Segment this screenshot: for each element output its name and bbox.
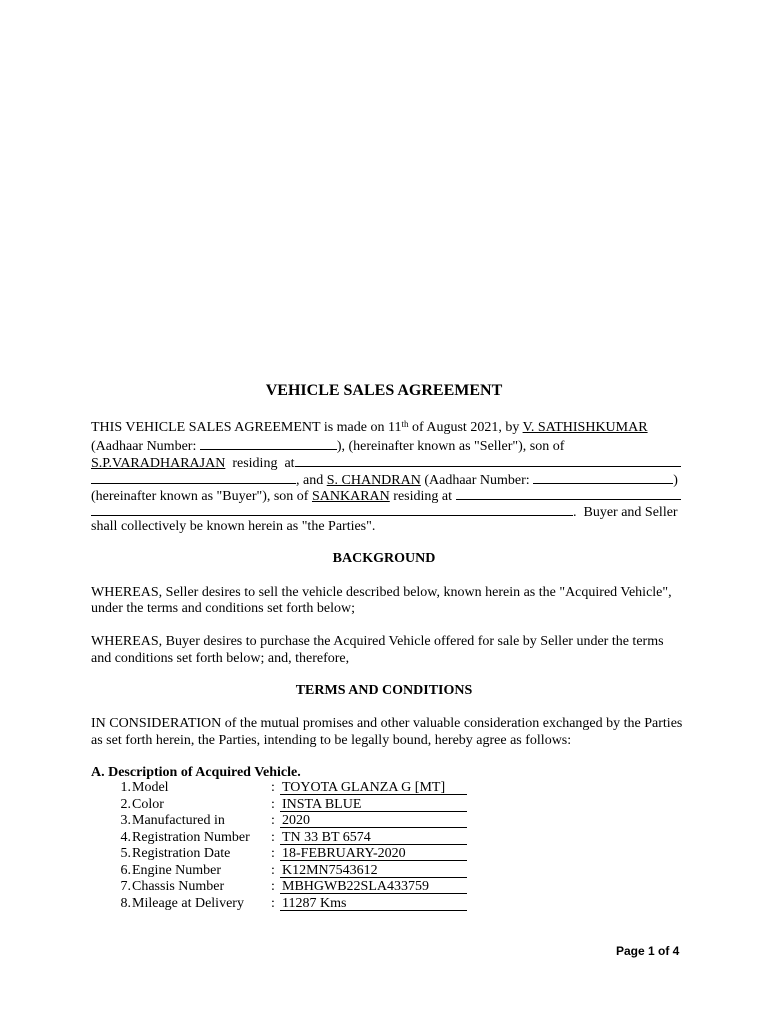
intro-text: residing at (225, 456, 295, 471)
intro-text: , and (296, 473, 327, 488)
list-item (91, 797, 511, 814)
item-colon: : (271, 780, 275, 795)
list-item (91, 896, 511, 913)
intro-line-7: shall collectively be known herein as "the Parties". (91, 519, 376, 534)
item-label: Registration Number (132, 829, 250, 845)
list-item (91, 813, 511, 830)
seller-father-name: S.P.VARADHARAJAN (91, 456, 226, 471)
background-heading: BACKGROUND (332, 551, 436, 566)
item-number: 8. (120, 895, 131, 911)
seller-address-blank-2 (91, 470, 296, 484)
ordinal-suffix: th (401, 419, 409, 429)
item-value: TN 33 BT 6574 (280, 830, 467, 845)
seller-address-blank (295, 453, 681, 467)
terms-p1-line-1: IN CONSIDERATION of the mutual promises and other valuable consideration exchanged by the Parties (91, 716, 683, 731)
vehicle-description-list (91, 780, 511, 912)
buyer-name: S. CHANDRAN (326, 473, 421, 488)
item-label: Chassis Number (132, 879, 225, 894)
item-number: 3. (120, 813, 131, 828)
item-number: 1. (120, 780, 131, 795)
seller-aadhaar-blank (200, 436, 337, 450)
intro-text: (Aadhaar Number: (91, 439, 200, 454)
list-item (91, 780, 511, 797)
intro-text: (Aadhaar Number: (420, 473, 534, 488)
item-number: 2. (120, 796, 131, 812)
item-label: Engine Number (132, 862, 222, 878)
intro-text: ), (hereinafter known as "Seller"), son of (336, 439, 565, 454)
item-value: 2020 (280, 813, 467, 828)
terms-heading: TERMS AND CONDITIONS (295, 683, 473, 698)
item-colon: : (271, 813, 275, 828)
intro-text: THIS VEHICLE SALES AGREEMENT is made on 11 (91, 420, 402, 435)
intro-text: ) (673, 473, 678, 488)
seller-name: V. SATHISHKUMAR (522, 420, 648, 435)
item-number: 7. (120, 879, 131, 894)
section-a-heading: A. Description of Acquired Vehicle. (91, 765, 301, 780)
item-colon: : (271, 862, 275, 878)
item-value: TOYOTA GLANZA G [MT] (280, 780, 467, 795)
background-p2-line-2: and conditions set forth below; and, therefore, (91, 651, 350, 666)
item-colon: : (271, 895, 275, 911)
document-title: VEHICLE SALES AGREEMENT (265, 382, 503, 399)
item-colon: : (271, 796, 275, 812)
item-number: 4. (120, 829, 131, 845)
item-colon: : (271, 829, 275, 845)
item-colon: : (271, 879, 275, 894)
intro-line-1 (91, 419, 648, 436)
item-label: Manufactured in (132, 813, 225, 828)
intro-text: (hereinafter known as "Buyer"), son of (91, 489, 312, 504)
item-value: MBHGWB22SLA433759 (280, 879, 467, 894)
intro-text: . Buyer and Seller (573, 505, 678, 520)
buyer-address-blank-2 (91, 502, 573, 516)
buyer-address-blank (456, 486, 681, 500)
item-number: 5. (120, 846, 131, 861)
intro-text: of August 2021, by (408, 420, 523, 435)
item-number: 6. (120, 862, 131, 878)
item-value: 18-FEBRUARY-2020 (280, 846, 467, 861)
list-item (91, 830, 511, 847)
page-number: Page 1 of 4 (616, 944, 680, 958)
item-colon: : (271, 846, 275, 861)
list-item (91, 879, 511, 896)
background-p1-line-1: WHEREAS, Seller desires to sell the vehicle described below, known herein as the "Acquired Vehicle", (91, 585, 672, 600)
intro-text: residing at (389, 489, 456, 504)
buyer-aadhaar-blank (533, 470, 673, 484)
item-label: Color (132, 796, 164, 812)
item-value: 11287 Kms (280, 896, 467, 911)
item-label: Model (132, 780, 169, 795)
background-p1-line-2: under the terms and conditions set forth below; (91, 601, 355, 616)
item-value: K12MN7543612 (280, 863, 467, 878)
item-label: Registration Date (132, 846, 231, 861)
list-item (91, 863, 511, 880)
buyer-father-name: SANKARAN (311, 489, 390, 504)
item-value: INSTA BLUE (280, 797, 467, 812)
list-item (91, 846, 511, 863)
item-label: Mileage at Delivery (132, 895, 244, 911)
terms-p1-line-2: as set forth herein, the Parties, intending to be legally bound, hereby agree as follows: (91, 733, 572, 748)
background-p2-line-1: WHEREAS, Buyer desires to purchase the Acquired Vehicle offered for sale by Seller under the terms (91, 634, 664, 649)
